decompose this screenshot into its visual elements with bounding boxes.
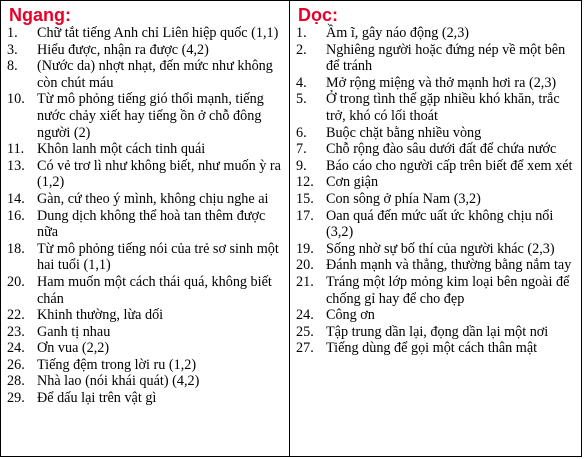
clue-text: Báo cáo cho người cấp trên biết để xem xét [326,157,573,174]
across-heading: Ngang: [9,5,71,25]
clue-text: Có vẻ trơ lì như không biết, như muốn ỳ ra (1,2) [37,157,281,191]
clue-number: 8. [7,58,18,75]
clue-item [296,191,581,208]
clue-text: Gàn, cứ theo ý mình, không chịu nghe ai [37,190,269,207]
clue-text: (Nước da) nhợt nhạt, đến mức như không còn chút máu [37,58,273,91]
clue-text: Oan quá đến mức uất ức không chịu nổi (3,2) [326,207,554,241]
clue-item [7,42,289,59]
clue-item [7,58,289,91]
clue-number: 29. [7,390,25,407]
clue-number: 13. [7,157,25,174]
clue-item [296,208,581,241]
clue-item [7,241,289,274]
clue-item [7,373,289,390]
clue-item [296,125,581,142]
clue-number: 17. [296,207,314,224]
clue-text: Hiểu được, nhận ra được (4,2) [37,41,209,58]
clue-number: 1. [7,25,18,41]
clue-item [296,75,581,92]
clue-text: Khinh thường, lừa dối [37,307,164,324]
clue-number: 24. [296,307,314,324]
clue-text: Từ mô phỏng tiếng gió thổi mạnh, tiếng nước chảy xiết hay tiếng ồn ở chỗ đông người (2) [37,91,264,141]
clue-number: 20. [7,273,25,290]
clue-item [296,158,581,175]
clue-text: Khôn lanh một cách tinh quái [37,141,206,158]
clue-text: Buộc chặt bằng nhiều vòng [326,124,482,141]
clue-item [7,191,289,208]
clue-item [7,324,289,341]
clue-item [7,25,289,42]
clue-number: 12. [296,174,314,191]
clue-text: Để dấu lại trên vật gì [37,390,157,407]
clue-text: Chữ tắt tiếng Anh chỉ Liên hiệp quốc (1,1) [37,25,279,41]
down-clue-list [296,25,581,357]
clue-item [7,274,289,307]
clue-number: 18. [7,240,25,257]
clue-text: Ơn vua (2,2) [37,340,110,357]
clue-item [296,25,581,42]
clue-item [296,42,581,75]
clue-number: 7. [296,141,307,158]
clue-text: Con sông ở phía Nam (3,2) [326,190,481,207]
clue-text: Cơn giận [326,174,379,191]
clue-item [7,91,289,141]
clue-text: Mở rộng miệng và thở mạnh hơi ra (2,3) [326,74,557,91]
clue-item [7,357,289,374]
across-clue-list [7,25,289,407]
clue-item [296,307,581,324]
clue-number: 15. [296,190,314,207]
clue-number: 6. [296,124,307,141]
clue-number: 2. [296,41,307,58]
clue-number: 21. [296,273,314,290]
clue-item [296,91,581,124]
clue-number: 14. [7,190,25,207]
clue-item [296,340,581,357]
clue-text: Từ mô phỏng tiếng nói của trẻ sơ sinh một hai tuổi (1,1) [37,240,279,274]
clue-text: Công ơn [326,307,375,324]
clue-number: 9. [296,157,307,174]
clue-text: Nghiêng người hoặc đứng nép về một bên để tránh [326,41,566,75]
clue-item [296,174,581,191]
clue-text: Tiếng dùng để gọi một cách thân mật [326,340,538,357]
clue-number: 27. [296,340,314,357]
clue-item [7,307,289,324]
clue-text: Sống nhờ sự bố thí của người khác (2,3) [326,240,555,257]
clue-text: Chỗ rộng đào sâu dưới đất để chứa nước [326,141,557,158]
clue-number: 20. [296,257,314,274]
down-heading: Dọc: [298,5,338,25]
clue-text: Đánh mạnh và thẳng, thường bằng nắm tay [326,257,572,274]
clue-number: 11. [7,141,25,158]
clue-number: 25. [296,323,314,340]
clue-text: Nhà lao (nói khái quát) (4,2) [37,373,200,390]
clue-text: Tráng một lớp mỏng kim loại bên ngoài để chống gỉ hay để cho đẹp [326,273,570,307]
clue-number: 5. [296,91,307,108]
clue-text: Ganh tị nhau [37,323,111,340]
clue-number: 22. [7,307,25,324]
clue-item [7,340,289,357]
clue-text: Ham muốn một cách thái quá, không biết chán [37,273,272,307]
clue-text: Ầm ĩ, gây náo động (2,3) [326,25,470,41]
clue-number: 19. [296,240,314,257]
clue-number: 24. [7,340,25,357]
clue-text: Ở trong tình thế gặp nhiều khó khăn, trắc trở, khó có lối thoát [326,91,560,124]
clue-item [7,208,289,241]
clue-number: 3. [7,41,18,58]
clue-text: Tập trung dần lại, đọng dần lại một nơi [326,323,549,340]
clue-number: 10. [7,91,25,108]
clue-item [7,390,289,407]
clue-item [296,257,581,274]
clue-item [296,274,581,307]
clue-item [7,158,289,191]
clue-text: Dung dịch không thể hoà tan thêm được nữa [37,207,266,241]
clue-number: 28. [7,373,25,390]
clue-number: 23. [7,323,25,340]
clue-item [296,141,581,158]
clue-number: 4. [296,74,307,91]
clue-number: 1. [296,25,307,41]
clue-item [296,241,581,258]
clue-text: Tiếng đệm trong lời ru (1,2) [37,356,197,373]
down-column [290,1,581,456]
clue-item [296,324,581,341]
across-column [1,1,290,456]
clue-number: 16. [7,207,25,224]
clue-number: 26. [7,356,25,373]
clue-item [7,141,289,158]
